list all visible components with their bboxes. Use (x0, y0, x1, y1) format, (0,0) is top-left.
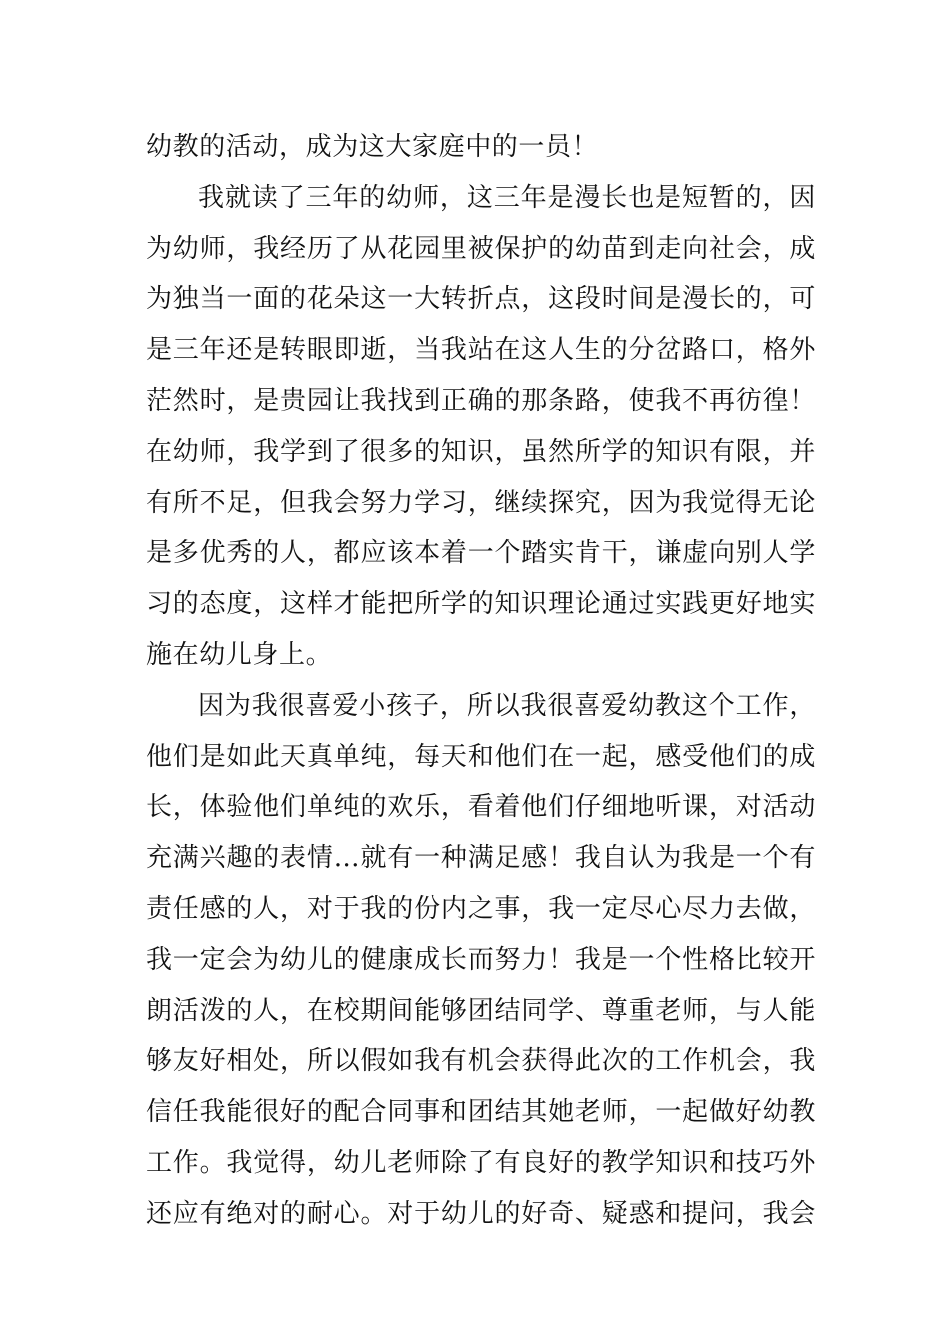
text-line: 工作。我觉得，幼儿老师除了有良好的教学知识和技巧外 (146, 1147, 816, 1178)
text-line: 施在幼儿身上。 (146, 639, 333, 670)
text-line: 他们是如此天真单纯，每天和他们在一起，感受他们的成 (146, 741, 816, 772)
text-line: 为独当一面的花朵这一大转折点，这段时间是漫长的，可 (146, 284, 816, 315)
text-line: 为幼师，我经历了从花园里被保护的幼苗到走向社会，成 (146, 233, 816, 264)
text-line: 长，体验他们单纯的欢乐，看着他们仔细地听课，对活动 (146, 792, 816, 823)
text-line: 有所不足，但我会努力学习，继续探究，因为我觉得无论 (146, 487, 816, 518)
text-line: 幼教的活动，成为这大家庭中的一员！ (146, 132, 599, 162)
text-line: 朗活泼的人，在校期间能够团结同学、尊重老师，与人能 (146, 995, 816, 1026)
text-line: 够友好相处，所以假如我有机会获得此次的工作机会，我 (146, 1046, 816, 1077)
text-line: 我就读了三年的幼师，这三年是漫长也是短暂的，因 (198, 182, 816, 213)
text-line: 是多优秀的人，都应该本着一个踏实肯干，谦虚向别人学 (146, 538, 816, 569)
text-line: 责任感的人，对于我的份内之事，我一定尽心尽力去做， (146, 893, 816, 924)
text-line: 还应有绝对的耐心。对于幼儿的好奇、疑惑和提问，我会 (146, 1198, 816, 1229)
text-line: 充满兴趣的表情…就有一种满足感！我自认为我是一个有 (146, 843, 816, 874)
text-line: 信任我能很好的配合同事和团结其她老师，一起做好幼教 (146, 1097, 816, 1128)
text-line: 是三年还是转眼即逝，当我站在这人生的分岔路口，格外 (146, 335, 816, 366)
text-line: 因为我很喜爱小孩子，所以我很喜爱幼教这个工作， (198, 690, 816, 721)
text-line: 习的态度，这样才能把所学的知识理论通过实践更好地实 (146, 589, 816, 620)
body-text (146, 122, 816, 1240)
text-line: 在幼师，我学到了很多的知识，虽然所学的知识有限，并 (146, 436, 816, 467)
text-line: 我一定会为幼儿的健康成长而努力！我是一个性格比较开 (146, 944, 816, 975)
text-line: 茫然时，是贵园让我找到正确的那条路，使我不再彷徨！ (146, 385, 816, 416)
